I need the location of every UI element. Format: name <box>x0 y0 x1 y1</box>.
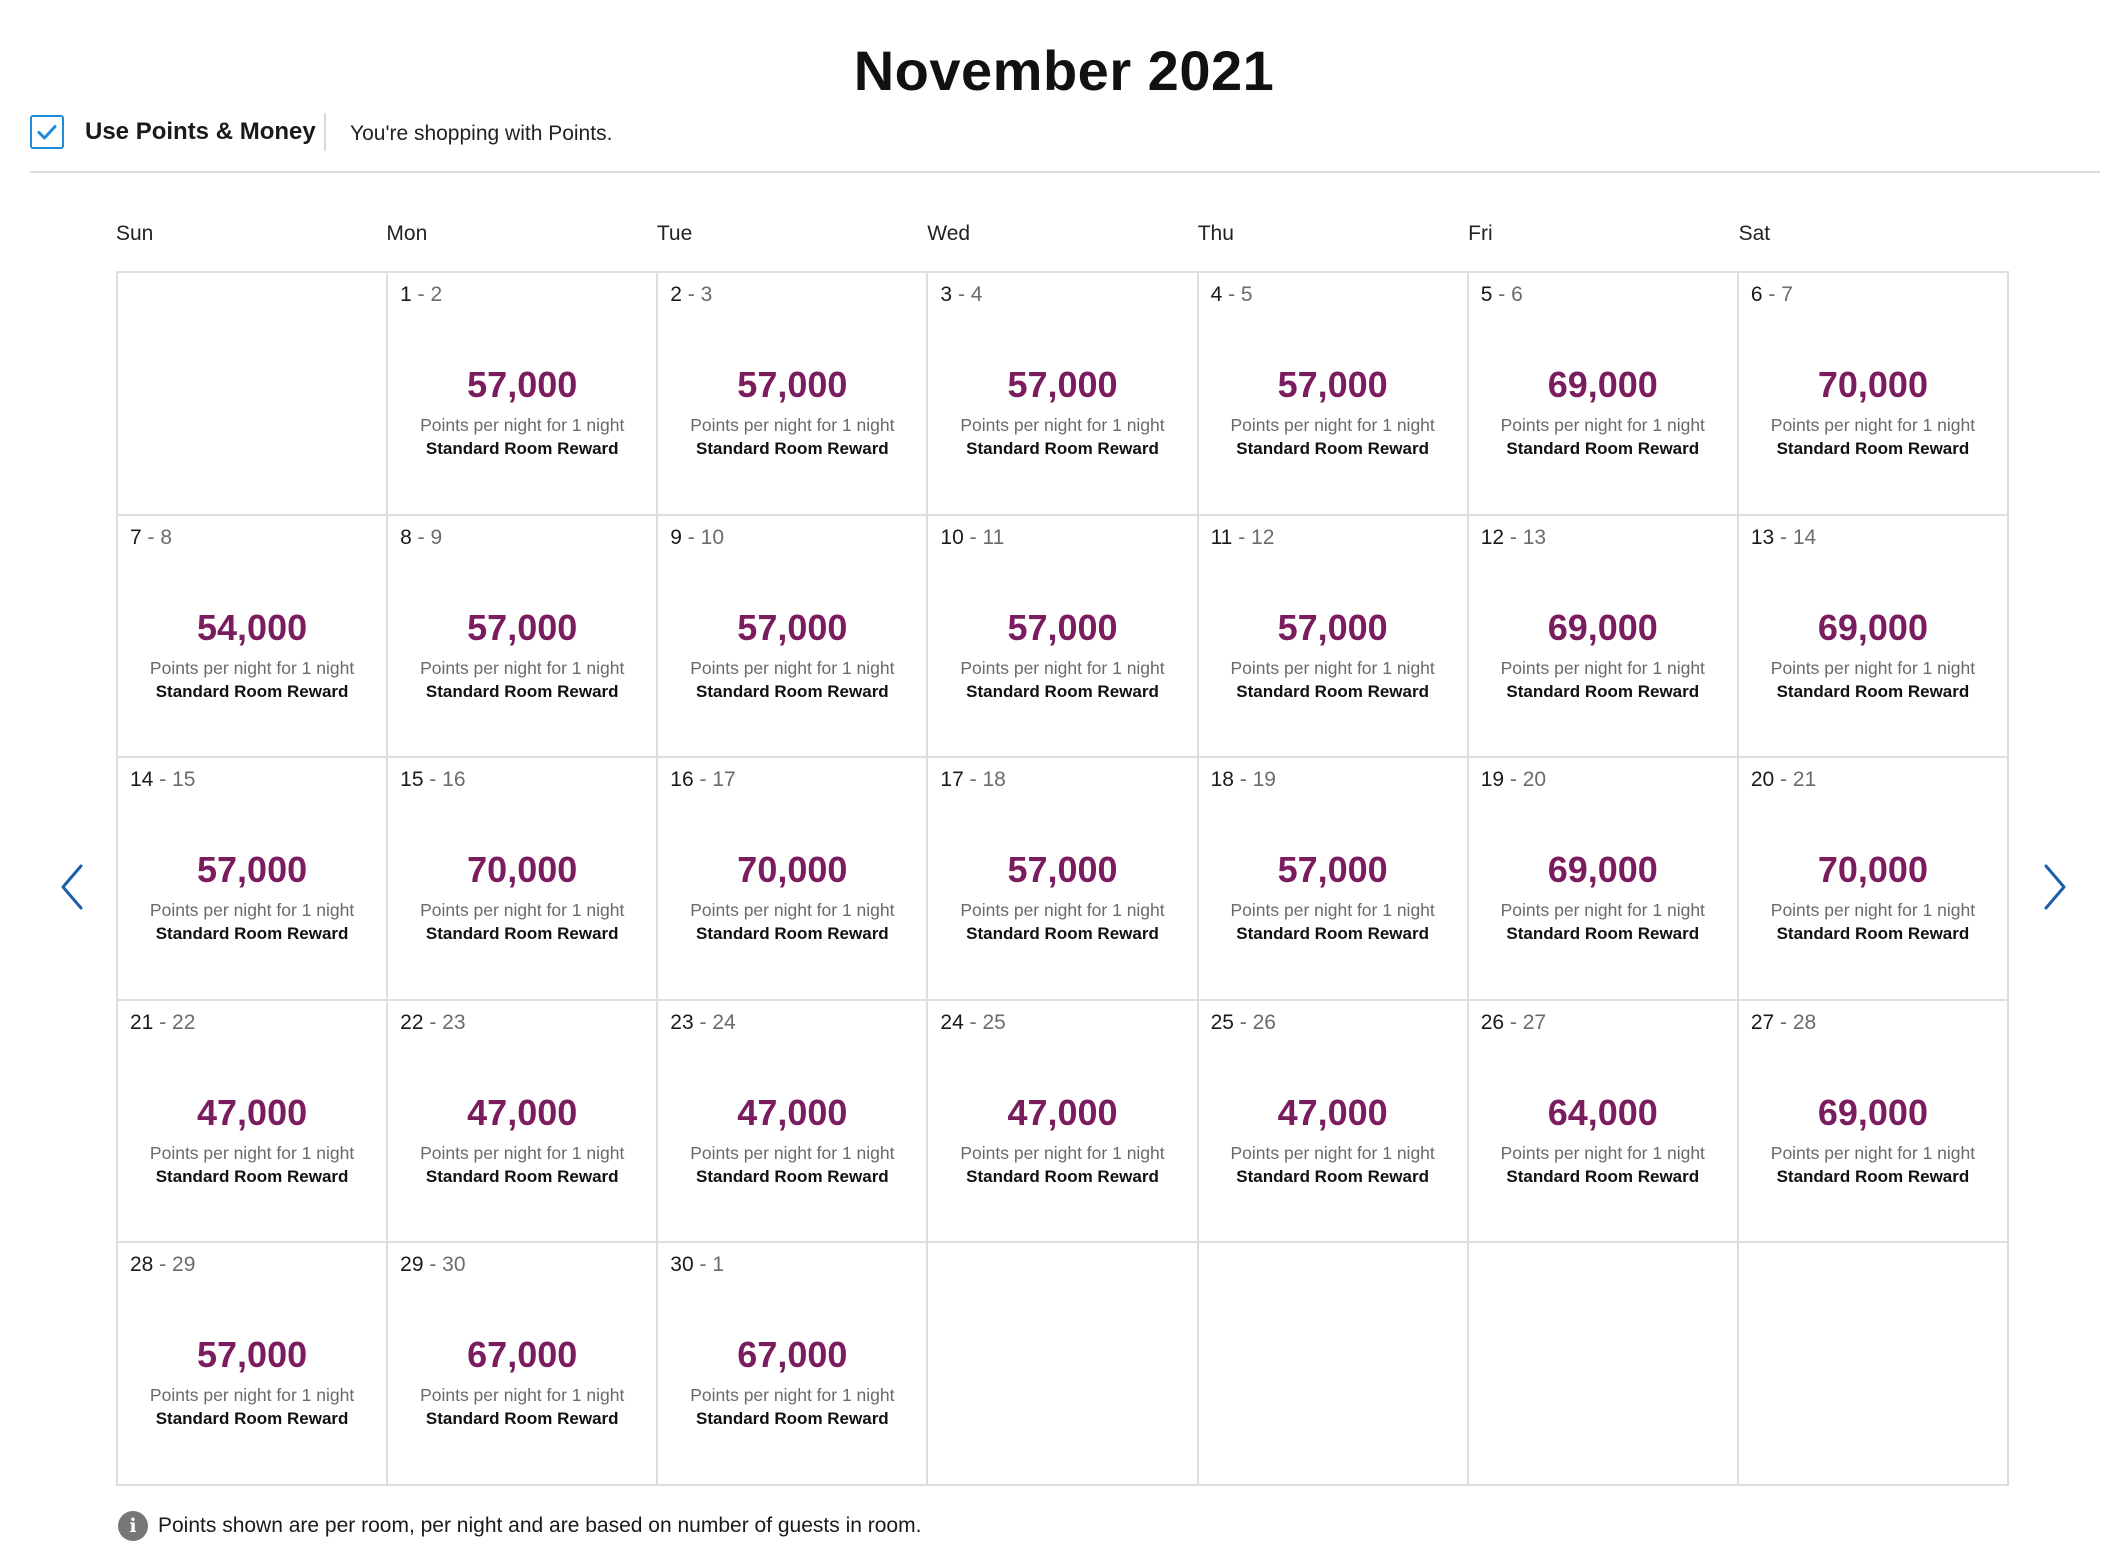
room-type-label: Standard Room Reward <box>966 439 1159 458</box>
checkin-date: 6 <box>1750 283 1763 306</box>
points-per-night-label: Points per night for 1 night <box>1500 415 1705 435</box>
checkout-date: 9 <box>430 525 443 549</box>
date-range <box>130 1011 195 1035</box>
room-type-label: Standard Room Reward <box>1236 681 1429 701</box>
checkin-date: 5 <box>1480 283 1493 306</box>
points-price: 57,000 <box>1277 364 1388 405</box>
checkout-date: 13 <box>1522 525 1547 549</box>
date-separator: - <box>693 1010 713 1034</box>
points-per-night-label: Points per night for 1 night <box>420 900 625 921</box>
room-type-label: Standard Room Reward <box>425 1409 619 1429</box>
checkout-date: 29 <box>172 1253 196 1277</box>
date-separator: - <box>1774 1010 1793 1034</box>
date-separator: - <box>963 525 983 549</box>
room-type-label: Standard Room Reward <box>1236 439 1429 458</box>
points-per-night-label: Points per night for 1 night <box>1770 900 1976 921</box>
info-icon: i <box>118 1511 148 1541</box>
date-range <box>670 526 724 550</box>
room-type-label: Standard Room Reward <box>155 924 349 944</box>
date-separator: - <box>681 283 701 306</box>
calendar-day-cell[interactable] <box>928 758 1198 1001</box>
date-range <box>1211 526 1275 550</box>
checkout-date: 22 <box>172 1010 196 1034</box>
date-separator: - <box>1504 768 1523 792</box>
date-range <box>1481 526 1546 550</box>
checkin-date: 29 <box>400 1253 424 1277</box>
calendar-day-cell[interactable] <box>658 1243 928 1486</box>
points-price: 57,000 <box>1007 849 1118 891</box>
points-price: 57,000 <box>467 364 578 405</box>
points-toolbar <box>30 115 2100 155</box>
checkin-date: 27 <box>1750 1010 1775 1034</box>
points-per-night-label: Points per night for 1 night <box>1230 415 1435 435</box>
calendar-day-cell[interactable] <box>1739 273 2009 516</box>
weekday-label: Sun <box>116 222 154 245</box>
checkin-date: 17 <box>940 768 964 792</box>
date-separator: - <box>1222 283 1241 306</box>
date-range <box>1211 768 1276 792</box>
checkout-date: 21 <box>1792 768 1817 792</box>
footnote-text: Points shown are per room, per night and are based on number of guests in room. <box>158 1514 922 1537</box>
date-separator: - <box>681 525 701 549</box>
date-range <box>400 768 465 792</box>
date-range <box>1751 526 1816 550</box>
points-per-night-label: Points per night for 1 night <box>1230 900 1435 921</box>
date-separator: - <box>1233 1010 1253 1034</box>
room-type-label: Standard Room Reward <box>425 1166 619 1186</box>
checkout-date: 4 <box>970 283 983 306</box>
room-type-label: Standard Room Reward <box>1236 924 1429 944</box>
checkout-date: 25 <box>982 1010 1006 1034</box>
room-type-label: Standard Room Reward <box>425 681 619 701</box>
checkin-date: 3 <box>940 283 953 306</box>
calendar-empty-cell <box>118 273 388 516</box>
calendar-day-cell[interactable] <box>1469 758 1739 1001</box>
shopping-status: You're shopping with Points. <box>350 122 613 145</box>
date-range <box>130 768 195 792</box>
use-points-money-label[interactable]: Use Points & Money <box>85 118 316 145</box>
points-price: 69,000 <box>1547 849 1658 891</box>
calendar-day-cell[interactable] <box>118 758 388 1001</box>
points-per-night-label: Points per night for 1 night <box>1500 900 1705 921</box>
points-price: 57,000 <box>1007 606 1118 648</box>
divider <box>324 113 326 151</box>
checkin-date: 26 <box>1480 1010 1505 1034</box>
room-type-label: Standard Room Reward <box>696 924 889 944</box>
date-range <box>1211 1011 1276 1035</box>
calendar-empty-cell <box>928 1243 1198 1486</box>
date-separator: - <box>423 1253 443 1277</box>
checkin-date: 9 <box>670 525 682 549</box>
room-type-label: Standard Room Reward <box>425 439 619 458</box>
checkin-date: 24 <box>940 1010 964 1034</box>
points-price: 47,000 <box>467 1091 578 1133</box>
calendar-day-cell[interactable] <box>928 516 1198 759</box>
checkin-date: 21 <box>130 1010 154 1034</box>
checkout-date: 30 <box>442 1253 466 1277</box>
date-range <box>940 526 1004 550</box>
points-per-night-label: Points per night for 1 night <box>420 1142 625 1163</box>
prev-month-button[interactable] <box>52 862 92 912</box>
date-separator: - <box>141 525 161 549</box>
checkout-date: 27 <box>1522 1010 1547 1034</box>
points-per-night-label: Points per night for 1 night <box>960 1142 1165 1163</box>
weekday-label: Fri <box>1468 222 1493 245</box>
room-type-label: Standard Room Reward <box>425 924 619 944</box>
points-price: 69,000 <box>1547 364 1658 405</box>
checkin-date: 22 <box>400 1010 424 1034</box>
points-price: 57,000 <box>197 1334 308 1376</box>
checkout-date: 14 <box>1792 525 1817 549</box>
calendar-empty-cell <box>1469 1243 1739 1486</box>
points-per-night-label: Points per night for 1 night <box>149 1385 355 1406</box>
points-price: 70,000 <box>1817 364 1928 405</box>
checkout-date: 1 <box>712 1253 724 1277</box>
calendar-day-cell[interactable] <box>658 758 928 1001</box>
room-type-label: Standard Room Reward <box>1506 924 1700 944</box>
points-per-night-label: Points per night for 1 night <box>960 900 1165 921</box>
points-price: 70,000 <box>1817 849 1928 891</box>
date-separator: - <box>693 1253 713 1277</box>
checkout-date: 17 <box>712 768 736 792</box>
date-separator: - <box>1774 525 1793 549</box>
points-per-night-label: Points per night for 1 night <box>149 1142 355 1163</box>
calendar-day-cell[interactable] <box>658 273 928 516</box>
checkin-date: 1 <box>400 283 412 306</box>
room-type-label: Standard Room Reward <box>155 681 349 701</box>
points-price: 47,000 <box>737 1091 848 1133</box>
points-price: 69,000 <box>1817 606 1928 648</box>
date-range <box>1751 283 1793 307</box>
room-type-label: Standard Room Reward <box>966 1166 1159 1186</box>
date-range <box>1211 283 1253 307</box>
calendar-day-cell[interactable] <box>388 516 658 759</box>
checkin-date: 30 <box>670 1253 694 1277</box>
use-points-money-checkbox[interactable] <box>30 115 64 149</box>
checkout-date: 15 <box>172 768 196 792</box>
chevron-left-icon <box>57 863 87 911</box>
date-range <box>940 768 1005 792</box>
date-separator: - <box>952 283 971 306</box>
date-range <box>130 1253 195 1277</box>
points-per-night-label: Points per night for 1 night <box>1230 657 1435 678</box>
date-separator: - <box>1233 768 1253 792</box>
checkin-date: 7 <box>130 525 142 549</box>
points-price: 57,000 <box>737 364 848 405</box>
date-separator: - <box>1762 283 1782 306</box>
checkout-date: 11 <box>982 525 1005 549</box>
points-price: 47,000 <box>1277 1091 1388 1133</box>
date-separator: - <box>423 768 443 792</box>
chevron-right-icon <box>2040 863 2070 911</box>
date-range <box>400 1011 465 1035</box>
date-range <box>1751 768 1816 792</box>
points-per-night-label: Points per night for 1 night <box>690 1385 895 1406</box>
checkin-date: 15 <box>400 768 424 792</box>
checkout-date: 5 <box>1240 283 1253 306</box>
room-type-label: Standard Room Reward <box>696 439 889 458</box>
checkout-date: 20 <box>1522 768 1547 792</box>
checkin-date: 19 <box>1480 768 1505 792</box>
points-per-night-label: Points per night for 1 night <box>149 900 355 921</box>
date-range <box>400 1253 465 1277</box>
checkin-date: 28 <box>130 1253 154 1277</box>
points-price: 57,000 <box>737 606 848 648</box>
date-separator: - <box>1492 283 1512 306</box>
calendar-empty-cell <box>1199 1243 1469 1486</box>
checkin-date: 4 <box>1210 283 1223 306</box>
date-separator: - <box>963 768 983 792</box>
points-price: 57,000 <box>467 606 578 648</box>
date-range <box>940 283 982 307</box>
calendar-day-cell[interactable] <box>658 1001 928 1244</box>
room-type-label: Standard Room Reward <box>155 1166 349 1186</box>
checkout-date: 16 <box>442 768 466 792</box>
checkin-date: 8 <box>400 525 412 549</box>
checkin-date: 16 <box>670 768 694 792</box>
calendar-day-cell[interactable] <box>658 516 928 759</box>
date-separator: - <box>411 525 431 549</box>
date-range <box>1481 768 1546 792</box>
date-range <box>1481 283 1523 307</box>
checkout-date: 10 <box>700 525 724 549</box>
points-price: 64,000 <box>1547 1091 1658 1133</box>
date-range <box>400 526 442 550</box>
checkout-date: 28 <box>1792 1010 1817 1034</box>
weekday-label: Wed <box>927 222 971 245</box>
points-per-night-label: Points per night for 1 night <box>1500 1142 1705 1163</box>
calendar-grid <box>116 271 2009 1486</box>
calendar-day-cell[interactable] <box>1739 516 2009 759</box>
calendar-empty-cell <box>1739 1243 2009 1486</box>
date-separator: - <box>1504 525 1523 549</box>
points-per-night-label: Points per night for 1 night <box>690 415 895 435</box>
points-price: 47,000 <box>197 1091 308 1133</box>
checkin-date: 25 <box>1210 1010 1234 1034</box>
checkin-date: 10 <box>940 525 964 549</box>
checkout-date: 2 <box>430 283 443 306</box>
points-per-night-label: Points per night for 1 night <box>149 657 355 678</box>
points-price: 47,000 <box>1007 1091 1118 1133</box>
room-type-label: Standard Room Reward <box>1506 681 1700 701</box>
date-range <box>670 1253 724 1277</box>
checkout-date: 3 <box>700 283 713 306</box>
room-type-label: Standard Room Reward <box>155 1409 349 1429</box>
points-price: 70,000 <box>467 849 578 891</box>
checkin-date: 18 <box>1210 768 1234 792</box>
room-type-label: Standard Room Reward <box>1506 439 1700 458</box>
room-type-label: Standard Room Reward <box>966 924 1159 944</box>
checkout-date: 26 <box>1252 1010 1276 1034</box>
calendar-day-cell[interactable] <box>388 1243 658 1486</box>
points-price: 70,000 <box>737 849 848 891</box>
date-separator: - <box>423 1010 443 1034</box>
date-range <box>670 768 735 792</box>
room-type-label: Standard Room Reward <box>966 681 1159 701</box>
checkout-date: 8 <box>160 525 173 549</box>
checkout-date: 7 <box>1781 283 1793 306</box>
date-range <box>670 1011 735 1035</box>
calendar-day-cell[interactable] <box>928 1001 1198 1244</box>
points-price: 57,000 <box>1277 849 1388 891</box>
room-type-label: Standard Room Reward <box>696 1166 889 1186</box>
points-price: 57,000 <box>1007 364 1118 405</box>
checkout-date: 23 <box>442 1010 466 1034</box>
calendar-day-cell[interactable] <box>1199 758 1469 1001</box>
date-separator: - <box>411 283 431 306</box>
date-separator: - <box>1774 768 1793 792</box>
calendar-day-cell[interactable] <box>1199 273 1469 516</box>
next-month-button[interactable] <box>2035 862 2075 912</box>
points-price: 54,000 <box>197 606 308 648</box>
checkout-date: 24 <box>712 1010 736 1034</box>
date-separator: - <box>153 1010 173 1034</box>
checkout-date: 18 <box>982 768 1006 792</box>
points-per-night-label: Points per night for 1 night <box>1770 415 1976 435</box>
room-type-label: Standard Room Reward <box>1776 924 1970 944</box>
points-per-night-label: Points per night for 1 night <box>690 900 895 921</box>
points-per-night-label: Points per night for 1 night <box>960 415 1165 435</box>
room-type-label: Standard Room Reward <box>1236 1166 1429 1186</box>
calendar-day-cell[interactable] <box>1739 758 2009 1001</box>
date-separator: - <box>153 768 173 792</box>
points-per-night-label: Points per night for 1 night <box>690 657 895 678</box>
checkmark-icon <box>35 120 59 144</box>
checkin-date: 14 <box>130 768 154 792</box>
calendar-day-cell[interactable] <box>1739 1001 2009 1244</box>
checkin-date: 2 <box>670 283 682 306</box>
points-price: 69,000 <box>1817 1091 1928 1133</box>
calendar-day-cell[interactable] <box>388 1001 658 1244</box>
date-range <box>940 1011 1005 1035</box>
date-range <box>670 283 712 307</box>
date-separator: - <box>153 1253 173 1277</box>
date-separator: - <box>693 768 713 792</box>
checkout-date: 6 <box>1511 283 1523 306</box>
room-type-label: Standard Room Reward <box>696 1409 889 1429</box>
weekday-label: Tue <box>656 222 693 245</box>
points-per-night-label: Points per night for 1 night <box>1770 657 1976 678</box>
date-separator: - <box>1232 525 1252 549</box>
calendar-day-cell[interactable] <box>1469 516 1739 759</box>
checkin-date: 20 <box>1750 768 1775 792</box>
room-type-label: Standard Room Reward <box>696 681 889 701</box>
points-price: 57,000 <box>197 849 308 891</box>
points-per-night-label: Points per night for 1 night <box>420 657 625 678</box>
calendar-day-cell[interactable] <box>118 1001 388 1244</box>
month-title: November 2021 <box>853 39 1275 102</box>
points-price: 69,000 <box>1547 606 1658 648</box>
calendar-day-cell[interactable] <box>1199 516 1469 759</box>
date-range <box>130 526 172 550</box>
weekday-header <box>116 222 2009 252</box>
calendar-day-cell[interactable] <box>388 273 658 516</box>
checkout-date: 19 <box>1252 768 1276 792</box>
points-price: 67,000 <box>467 1334 578 1376</box>
points-per-night-label: Points per night for 1 night <box>690 1142 895 1163</box>
date-range <box>1751 1011 1816 1035</box>
calendar-day-cell[interactable] <box>118 516 388 759</box>
calendar-day-cell[interactable] <box>1199 1001 1469 1244</box>
checkin-date: 23 <box>670 1010 694 1034</box>
points-price: 57,000 <box>1277 606 1388 648</box>
weekday-label: Thu <box>1197 222 1234 245</box>
calendar-day-cell[interactable] <box>928 273 1198 516</box>
checkin-date: 13 <box>1750 525 1775 549</box>
room-type-label: Standard Room Reward <box>1776 439 1970 458</box>
date-range <box>400 283 442 307</box>
points-price: 67,000 <box>737 1334 848 1376</box>
date-separator: - <box>963 1010 983 1034</box>
points-per-night-label: Points per night for 1 night <box>1500 657 1705 678</box>
points-per-night-label: Points per night for 1 night <box>1230 1142 1435 1163</box>
calendar-day-cell[interactable] <box>1469 273 1739 516</box>
room-type-label: Standard Room Reward <box>1776 1166 1970 1186</box>
room-type-label: Standard Room Reward <box>1506 1166 1700 1186</box>
date-separator: - <box>1504 1010 1523 1034</box>
points-per-night-label: Points per night for 1 night <box>420 415 625 435</box>
checkout-date: 12 <box>1251 525 1275 549</box>
points-per-night-label: Points per night for 1 night <box>960 657 1165 678</box>
points-per-night-label: Points per night for 1 night <box>420 1385 625 1406</box>
checkin-date: 11 <box>1210 525 1233 549</box>
date-range <box>1481 1011 1546 1035</box>
weekday-label: Sat <box>1738 222 1771 245</box>
points-per-night-label: Points per night for 1 night <box>1770 1142 1976 1163</box>
divider <box>30 171 2100 173</box>
weekday-label: Mon <box>386 222 428 245</box>
calendar-day-cell[interactable] <box>118 1243 388 1486</box>
checkin-date: 12 <box>1480 525 1505 549</box>
room-type-label: Standard Room Reward <box>1776 681 1970 701</box>
calendar-day-cell[interactable] <box>1469 1001 1739 1244</box>
calendar-day-cell[interactable] <box>388 758 658 1001</box>
